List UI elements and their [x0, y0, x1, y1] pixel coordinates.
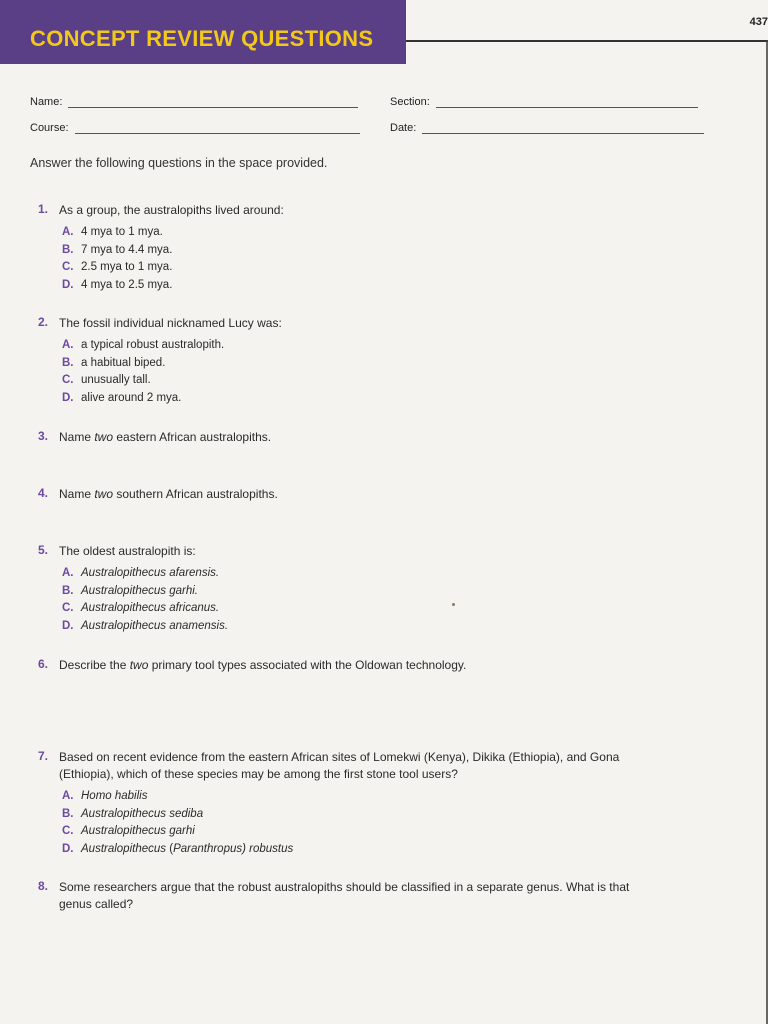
question-text: The fossil individual nicknamed Lucy was: [59, 316, 282, 330]
question-number: 5. [38, 543, 49, 557]
paper-speck [452, 603, 455, 606]
question-number: 3. [38, 429, 49, 443]
question-text: Name two southern African australopiths. [59, 487, 278, 501]
option-a[interactable]: A. Australopithecus afarensis. [62, 567, 220, 579]
question-text: Based on recent evidence from the eastern African sites of Lomekwi (Kenya), Dikika (Ethiopia), and Gona (Ethiopia), which of these species may be among the first stone tool users? [59, 750, 620, 781]
question-text: Name two eastern African australopiths. [59, 430, 272, 444]
option-list [62, 565, 228, 635]
section-line[interactable] [436, 97, 698, 108]
question-6 [38, 657, 466, 674]
course-label: Course: [30, 122, 69, 134]
instructions: Answer the following questions in the space provided. [30, 156, 328, 170]
option-c[interactable]: C. 2.5 mya to 1 mya. [62, 261, 173, 273]
option-a[interactable]: A. Homo habilis [62, 790, 148, 802]
question-5 [38, 543, 228, 635]
question-number: 2. [38, 315, 49, 329]
option-b[interactable]: B. Australopithecus garhi. [62, 584, 198, 597]
question-4 [38, 486, 278, 503]
question-text: Some researchers argue that the robust australopiths should be classified in a separate genus. What is that genus called? [59, 880, 630, 911]
option-list [62, 788, 728, 858]
course-line[interactable] [75, 123, 360, 134]
option-b[interactable]: B. Australopithecus sediba [62, 807, 204, 820]
header-band [0, 0, 406, 64]
question-1 [38, 202, 284, 294]
question-3 [38, 429, 271, 446]
option-list [62, 337, 282, 407]
question-text: As a group, the australopiths lived around: [59, 203, 284, 217]
option-d[interactable]: D. alive around 2 mya. [62, 391, 182, 404]
date-field[interactable] [390, 122, 704, 134]
question-number: 4. [38, 486, 49, 500]
section-field[interactable] [390, 96, 698, 108]
option-list [62, 224, 284, 294]
question-7 [38, 749, 728, 858]
option-d[interactable]: D. 4 mya to 2.5 mya. [62, 278, 173, 291]
page-number: 437 [749, 16, 768, 28]
question-text: Describe the two primary tool types associated with the Oldowan technology. [59, 658, 467, 672]
date-line[interactable] [422, 123, 704, 134]
option-c[interactable]: C. Australopithecus garhi [62, 825, 195, 837]
section-label: Section: [390, 96, 430, 108]
date-label: Date: [390, 122, 417, 134]
option-a[interactable]: A. a typical robust australopith. [62, 339, 225, 351]
question-number: 6. [38, 657, 49, 671]
course-field[interactable] [30, 122, 360, 134]
question-number: 8. [38, 879, 49, 893]
option-a[interactable]: A. 4 mya to 1 mya. [62, 226, 163, 238]
name-line[interactable] [68, 97, 358, 108]
option-d[interactable]: D. Australopithecus anamensis. [62, 619, 229, 632]
option-d[interactable]: D. Australopithecus (Paranthropus) robustus [62, 842, 294, 855]
question-8 [38, 879, 738, 913]
question-number: 7. [38, 749, 49, 763]
page-title: CONCEPT REVIEW QUESTIONS [30, 26, 374, 51]
option-c[interactable]: C. unusually tall. [62, 374, 151, 386]
option-b[interactable]: B. 7 mya to 4.4 mya. [62, 243, 173, 256]
option-c[interactable]: C. Australopithecus africanus. [62, 602, 220, 614]
question-number: 1. [38, 202, 49, 216]
name-label: Name: [30, 96, 63, 108]
question-2 [38, 315, 282, 407]
name-field[interactable] [30, 96, 358, 108]
header-rule [406, 40, 768, 42]
question-text: The oldest australopith is: [59, 544, 196, 558]
option-b[interactable]: B. a habitual biped. [62, 356, 166, 369]
